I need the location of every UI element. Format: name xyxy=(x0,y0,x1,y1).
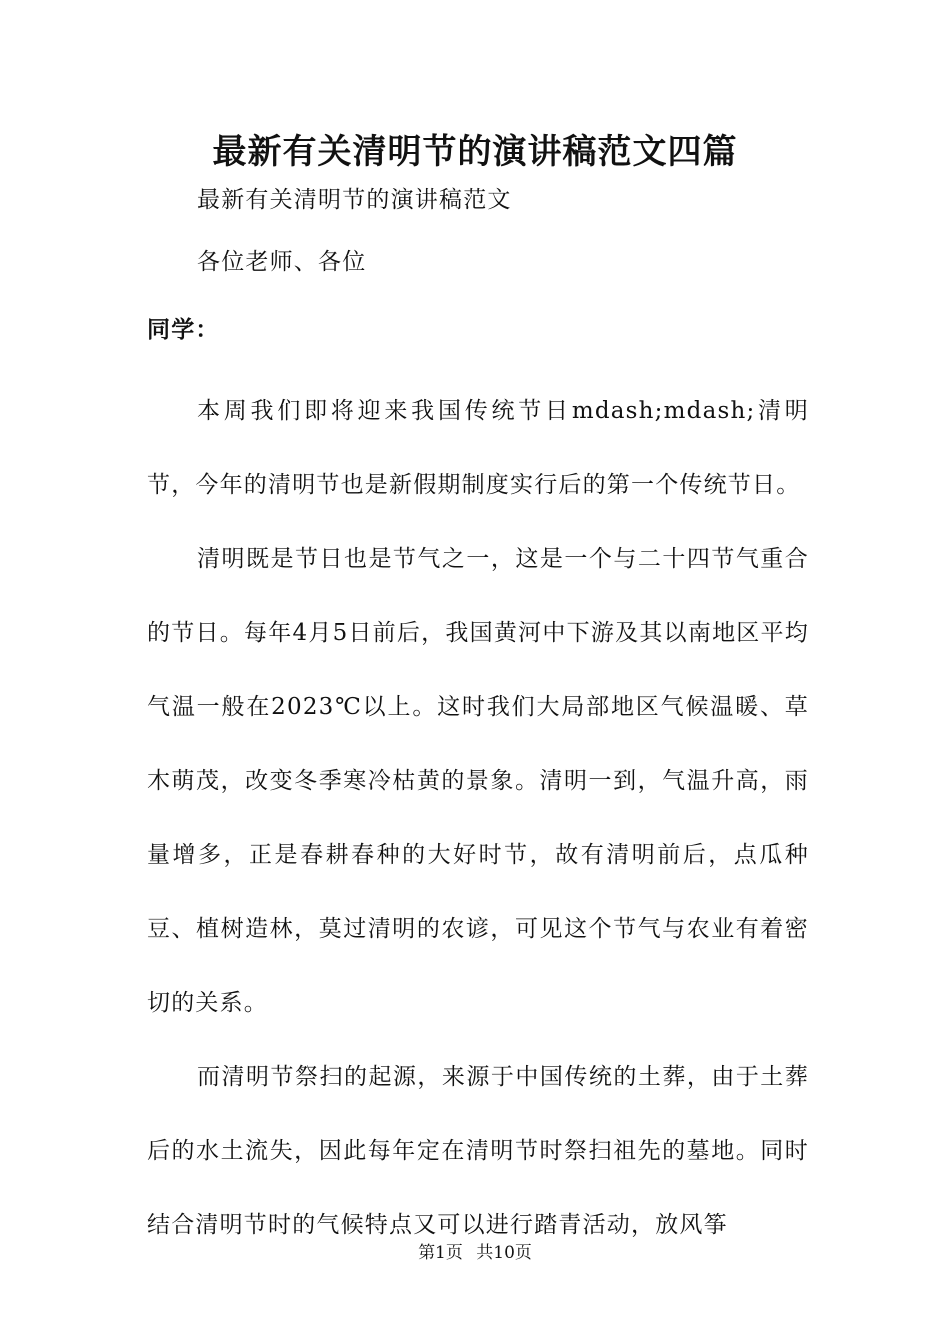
page-total: 共10页 xyxy=(476,1243,532,1263)
paragraph-subtitle: 最新有关清明节的演讲稿范文 xyxy=(197,187,512,213)
document-body xyxy=(147,178,809,1262)
paragraph-salutation-end: 同学： xyxy=(147,316,220,343)
paragraph-origin: 而清明节祭扫的起源，来源于中国传统的土葬，由于土葬后的水土流失，因此每年定在清明节时祭扫祖先的墓地。同时结合清明节时的气候特点又可以进行踏青活动，放风筝 xyxy=(147,1064,809,1238)
paragraph-intro: 本周我们即将迎来我国传统节日mdash;mdash;清明节，今年的清明节也是新假期制度实行后的第一个传统节日。 xyxy=(147,398,809,498)
paragraph-salutation: 各位老师、各位 xyxy=(197,249,367,275)
document-title: 最新有关清明节的演讲稿范文四篇 xyxy=(212,132,738,172)
page-footer xyxy=(0,1241,950,1265)
page-number: 第1页 xyxy=(418,1243,463,1263)
paragraph-solar-term: 清明既是节日也是节气之一，这是一个与二十四节气重合的节日。每年4月5日前后，我国黄河中下游及其以南地区平均气温一般在2023℃以上。这时我们大局部地区气候温暖、草木萌茂，改变冬季寒冷枯黄的景象。清明一到，气温升高，雨量增多，正是春耕春种的大好时节，故有清明前后，点瓜种豆、植树造林，莫过清明的农谚，可见这个节气与农业有着密切的关系。 xyxy=(147,546,809,1016)
